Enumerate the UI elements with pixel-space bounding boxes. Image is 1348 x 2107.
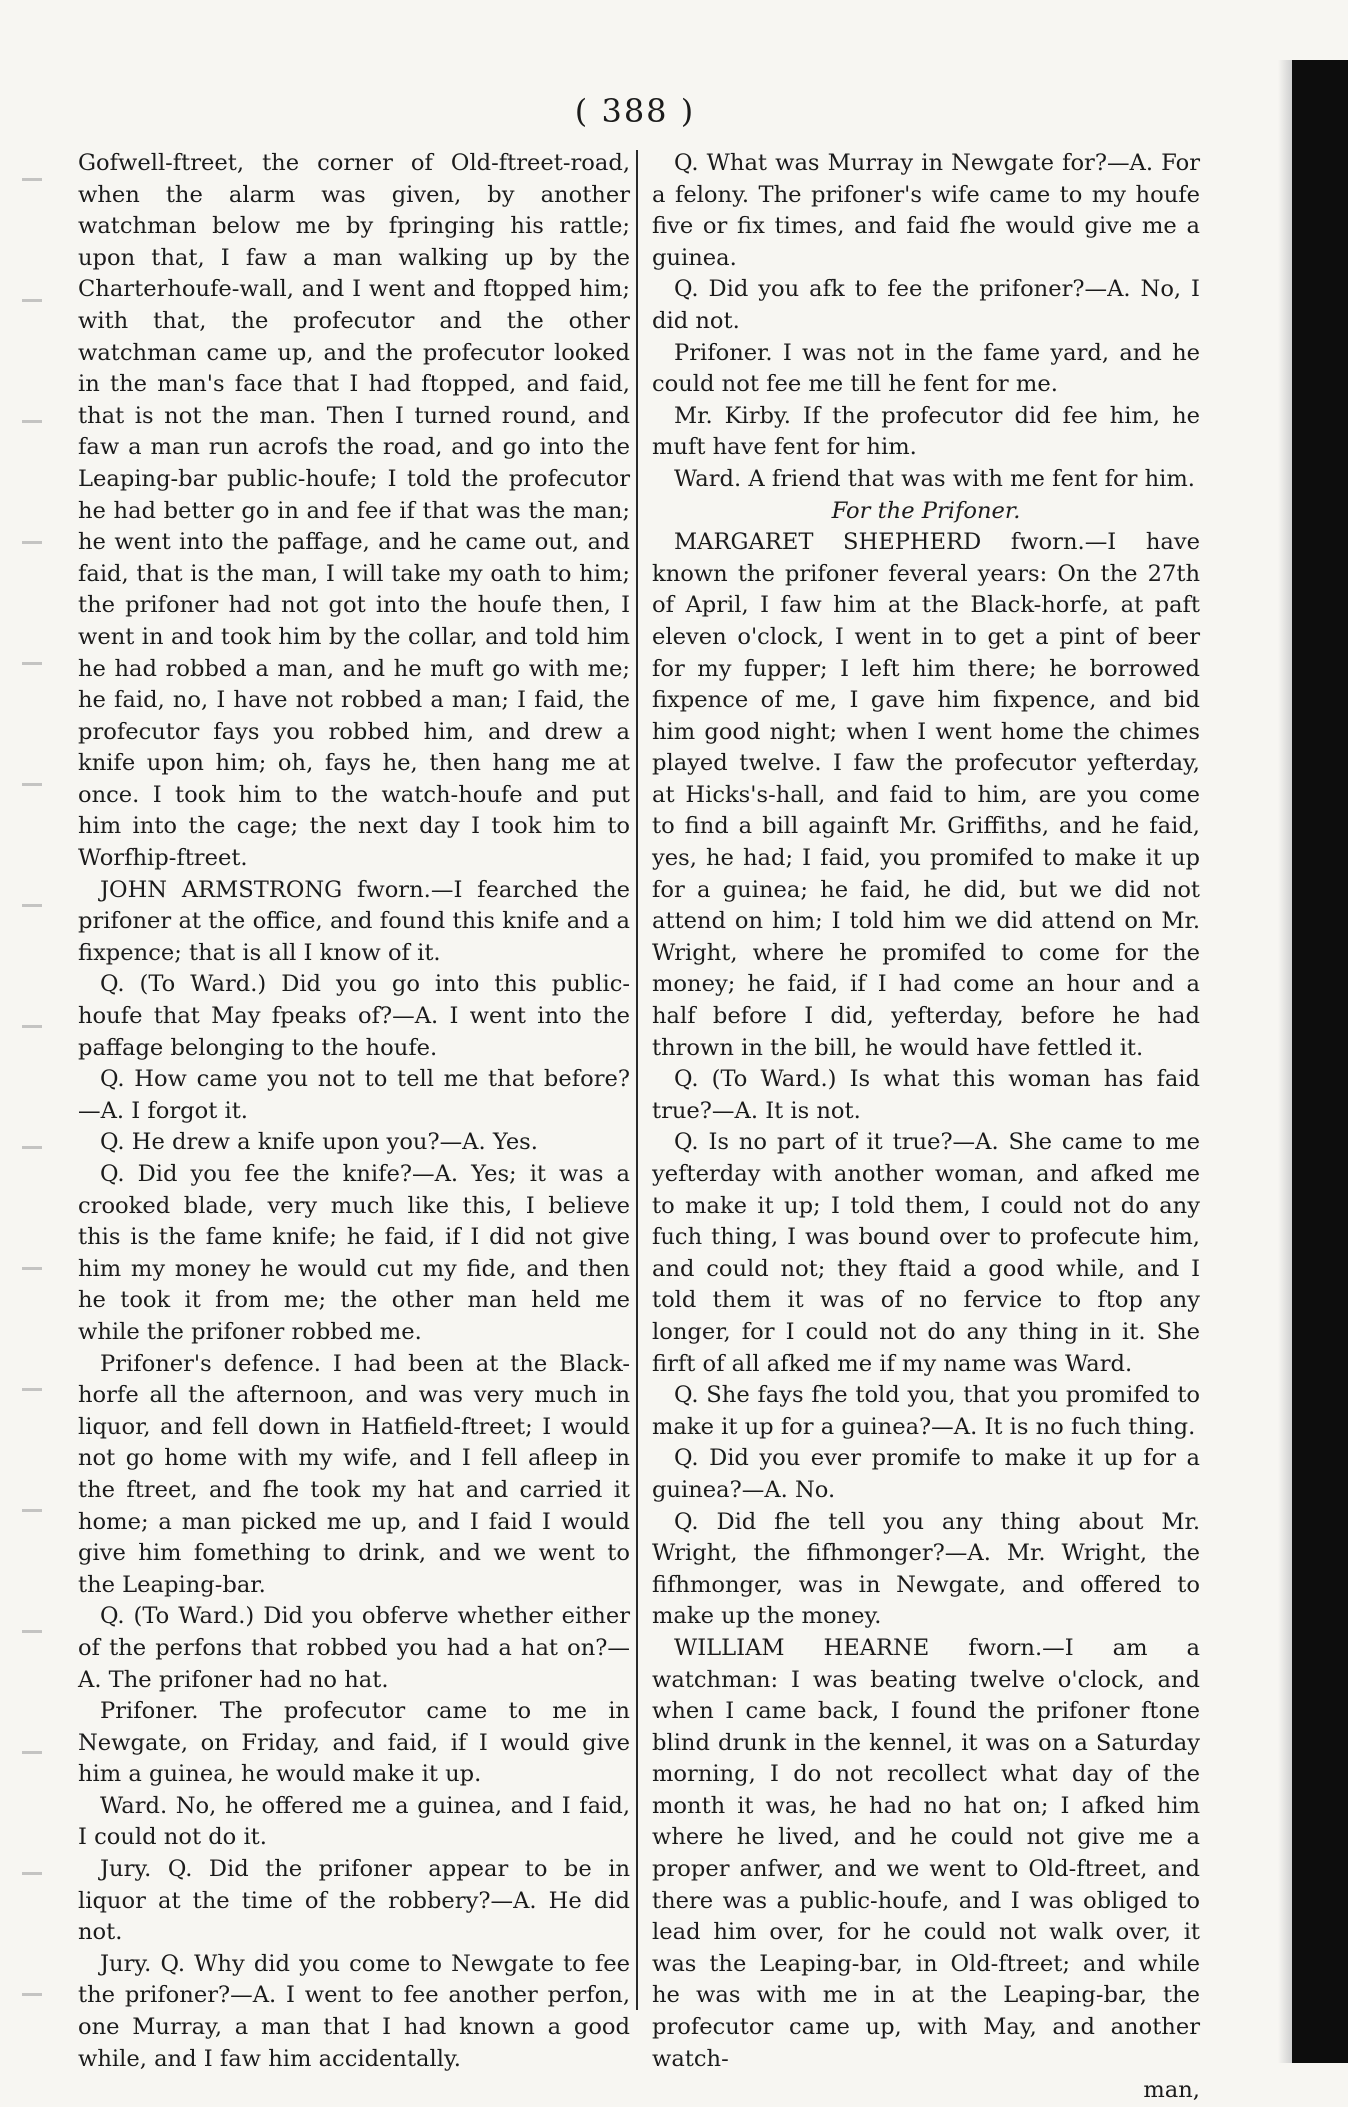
paragraph: Q. (To Ward.) Is what this woman has faid true?—A. It is not. — [652, 1066, 1200, 1124]
paragraph: Q. He drew a knife upon you?—A. Yes. — [100, 1129, 538, 1156]
paragraph: Q. (To Ward.) Did you go into this public-houfe that May fpeaks of?—A. I went into the paffage belonging to the houfe. — [78, 971, 630, 1061]
right-column — [652, 148, 1200, 2107]
paragraph: Prifoner. I was not in the fame yard, and he could not fee me till he fent for me. — [652, 339, 1200, 398]
paragraph: Q. How came you not to tell me that before?—A. I forgot it. — [78, 1066, 630, 1124]
paragraph: Q. Is no part of it true?—A. She came to me yefterday with another woman, and afked me to make it up; I told them, I could not do any fuch thing, I was bound over to profecute him, and could not; they ftaid a good while, and I told them it was of no fervice to ftop any longer, for I could not do any thing in it. She firft of all afked me if my name was Ward. — [652, 1129, 1200, 1377]
paragraph: Q. Did you ever promife to make it up for a guinea?—A. No. — [652, 1445, 1200, 1503]
page-number: ( 388 ) — [574, 92, 696, 130]
binding-edge — [1278, 60, 1292, 2063]
paragraph: Mr. Kirby. If the profecutor did fee him, he muft have fent for him. — [652, 402, 1200, 461]
paragraph: Q. (To Ward.) Did you obferve whether either of the perfons that robbed you had a hat on?—A. The prifoner had no hat. — [78, 1603, 630, 1693]
catchword: man, — [1143, 2077, 1200, 2104]
paragraph: MARGARET SHEPHERD fworn.—I have known the prifoner feveral years: On the 27th of April, I faw him at the Black-horfe, at paft eleven o'clock, I went in to get a pint of beer for my fupper; I left him there; he borrowed fixpence of me, I gave him fixpence, and bid him good night; when I went home the chimes played twelve. I faw the profecutor yefterday, at Hicks's-hall, and faid to him, are you come to find a bill againft Mr. Griffiths, and he faid, yes, he had; I faid, you promifed to make it up for a guinea; he faid, he did, but we did not attend on him; I told him we did attend on Mr. Wright, where he promifed to come for the money; he faid, if I had come an hour and a half before I did, yefterday, before he had thrown in the bill, he would have fettled it. — [652, 529, 1200, 1061]
paragraph: Ward. No, he offered me a guinea, and I faid, I could not do it. — [78, 1792, 630, 1851]
paragraph: Q. Did you fee the knife?—A. Yes; it was a crooked blade, very much like this, I believe this is the fame knife; he faid, if I did not give him my money he would cut my fide, and then he took it from me; the other man held me while the prifoner robbed me. — [78, 1161, 630, 1345]
paragraph: Prifoner. The profecutor came to me in Newgate, on Friday, and faid, if I would give him a guinea, he would make it up. — [78, 1698, 630, 1788]
paragraph: JOHN ARMSTRONG fworn.—I fearched the prifoner at the office, and found this knife and a fixpence; that is all I know of it. — [78, 876, 630, 966]
paragraph: Q. Did you afk to fee the prifoner?—A. No, I did not. — [652, 276, 1200, 334]
paragraph: Q. She fays fhe told you, that you promifed to make it up for a guinea?—A. It is no fuch thing. — [652, 1382, 1200, 1440]
paragraph: Ward. A friend that was with me fent for him. — [674, 465, 1195, 492]
column-rule — [636, 150, 638, 2010]
paragraph: Q. Did fhe tell you any thing about Mr. Wright, the fifhmonger?—A. Mr. Wright, the fifhmonger, was in Newgate, and offered to make up the money. — [652, 1508, 1200, 1630]
paragraph: Jury. Q. Why did you come to Newgate to fee the prifoner?—A. I went to fee another perfon, one Murray, a man that I had known a good while, and I faw him accidentally. — [78, 1950, 630, 2072]
binding-shadow-left — [22, 60, 42, 2010]
paragraph: Prifoner's defence. I had been at the Black-horfe all the afternoon, and was very much in liquor, and fell down in Hatfield-ftreet; I would not go home with my wife, and I fell afleep in the ftreet, and fhe took my hat and carried it home; a man picked me up, and I faid I would give him fomething to drink, and we went to the Leaping-bar. — [78, 1350, 630, 1598]
paragraph: Gofwell-ftreet, the corner of Old-ftreet-road, when the alarm was given, by another watchman below me by fpringing his rattle; upon that, I faw a man walking up by the Charterhoufe-wall, and I went and ftopped him; with that, the profecutor and the other watchman came up, and the profecutor looked in the man's face that I had ftopped, and faid, that is not the man. Then I turned round, and faw a man run acrofs the road, and go into the Leaping-bar public-houfe; I told the profecutor he had better go in and fee if that was the man; he went into the paffage, and he came out, and faid, that is the man, I will take my oath to him; the prifoner had not got into the houfe then, I went in and took him by the collar, and told him he had robbed a man, and he muft go with me; he faid, no, I have not robbed a man; I faid, the profecutor fays you robbed him, and drew a knife upon him; oh, fays he, then hang me at once. I took him to the watch-houfe and put him into the cage; the next day I took him to Worfhip-ftreet. — [78, 150, 630, 872]
left-column — [78, 148, 630, 2075]
paragraph: Jury. Q. Did the prifoner appear to be in liquor at the time of the robbery?—A. He did not. — [78, 1856, 630, 1946]
paragraph: Q. What was Murray in Newgate for?—A. For a felony. The prifoner's wife came to my houfe five or fix times, and faid fhe would give me a guinea. — [652, 150, 1200, 271]
binding-gutter — [1292, 60, 1348, 2063]
paragraph: WILLIAM HEARNE fworn.—I am a watchman: I was beating twelve o'clock, and when I came back, I found the prifoner ftone blind drunk in the kennel, it was on a Saturday morning, I do not recollect what day of the month it was, he had no hat on; I afked him where he lived, and he could not give me a proper anfwer, and we went to Old-ftreet, and there was a public-houfe, and I was obliged to lead him over, for he could not walk over, it was the Leaping-bar, in Old-ftreet; and while he was with me in at the Leaping-bar, the profecutor came up, with May, and another watch- — [652, 1634, 1200, 2072]
section-heading: For the Prifoner. — [831, 497, 1021, 524]
